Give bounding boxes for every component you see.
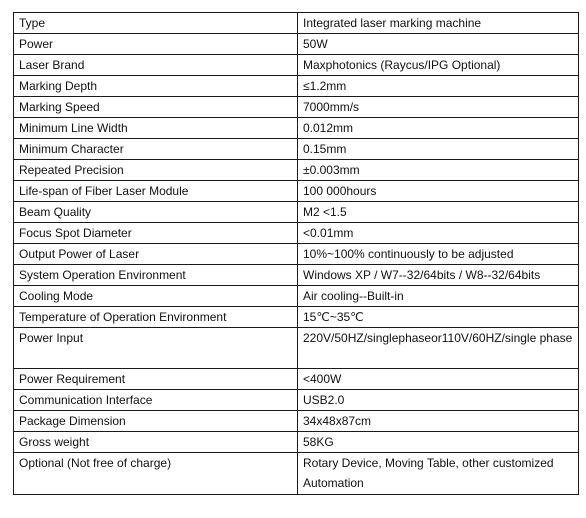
value-cell: M2 <1.5 (298, 202, 579, 223)
value-cell: Windows XP / W7--32/64bits / W8--32/64bits (298, 265, 579, 286)
param-cell: System Operation Environment (14, 265, 298, 286)
value-cell: Maxphotonics (Raycus/IPG Optional) (298, 55, 579, 76)
param-cell: Minimum Line Width (14, 118, 298, 139)
table-row (14, 265, 579, 286)
value-cell: USB2.0 (298, 390, 579, 411)
value-cell: ±0.003mm (298, 160, 579, 181)
param-cell: Life-span of Fiber Laser Module (14, 181, 298, 202)
value-cell: 220V/50HZ/singlephaseor110V/60HZ/single phase (298, 328, 579, 369)
param-cell: Marking Depth (14, 76, 298, 97)
param-cell: Optional (Not free of charge) (14, 453, 298, 495)
param-cell: Package Dimension (14, 411, 298, 432)
value-cell: Integrated laser marking machine (298, 13, 579, 34)
table-row (14, 432, 579, 453)
table-row (14, 118, 579, 139)
param-cell: Marking Speed (14, 97, 298, 118)
param-cell: Gross weight (14, 432, 298, 453)
table-row (14, 307, 579, 328)
value-cell: ≤1.2mm (298, 76, 579, 97)
table-row (14, 202, 579, 223)
table-row (14, 13, 579, 34)
value-cell: Rotary Device, Moving Table, other customized Automation (298, 453, 579, 495)
value-cell: Air cooling--Built-in (298, 286, 579, 307)
param-cell: Power Input (14, 328, 298, 369)
spec-table (13, 12, 579, 495)
param-cell: Minimum Character (14, 139, 298, 160)
param-cell: Temperature of Operation Environment (14, 307, 298, 328)
value-cell: 15℃~35℃ (298, 307, 579, 328)
param-cell: Cooling Mode (14, 286, 298, 307)
value-cell: 7000mm/s (298, 97, 579, 118)
param-cell: Repeated Precision (14, 160, 298, 181)
param-cell: Communication Interface (14, 390, 298, 411)
param-cell: Type (14, 13, 298, 34)
table-row (14, 34, 579, 55)
table-row (14, 390, 579, 411)
value-cell: 50W (298, 34, 579, 55)
value-cell: 10%~100% continuously to be adjusted (298, 244, 579, 265)
table-row (14, 328, 579, 369)
param-cell: Laser Brand (14, 55, 298, 76)
table-row (14, 76, 579, 97)
table-row (14, 244, 579, 265)
table-row (14, 55, 579, 76)
value-cell: 58KG (298, 432, 579, 453)
value-cell: 0.15mm (298, 139, 579, 160)
value-cell: 100 000hours (298, 181, 579, 202)
param-cell: Output Power of Laser (14, 244, 298, 265)
table-row (14, 411, 579, 432)
table-row (14, 223, 579, 244)
table-row (14, 160, 579, 181)
table-row (14, 286, 579, 307)
param-cell: Focus Spot Diameter (14, 223, 298, 244)
table-row (14, 139, 579, 160)
table-row (14, 453, 579, 495)
table-row (14, 97, 579, 118)
value-cell: <400W (298, 369, 579, 390)
table-row (14, 369, 579, 390)
table-row (14, 181, 579, 202)
value-cell: <0.01mm (298, 223, 579, 244)
value-cell: 0.012mm (298, 118, 579, 139)
param-cell: Beam Quality (14, 202, 298, 223)
value-cell: 34x48x87cm (298, 411, 579, 432)
param-cell: Power (14, 34, 298, 55)
param-cell: Power Requirement (14, 369, 298, 390)
